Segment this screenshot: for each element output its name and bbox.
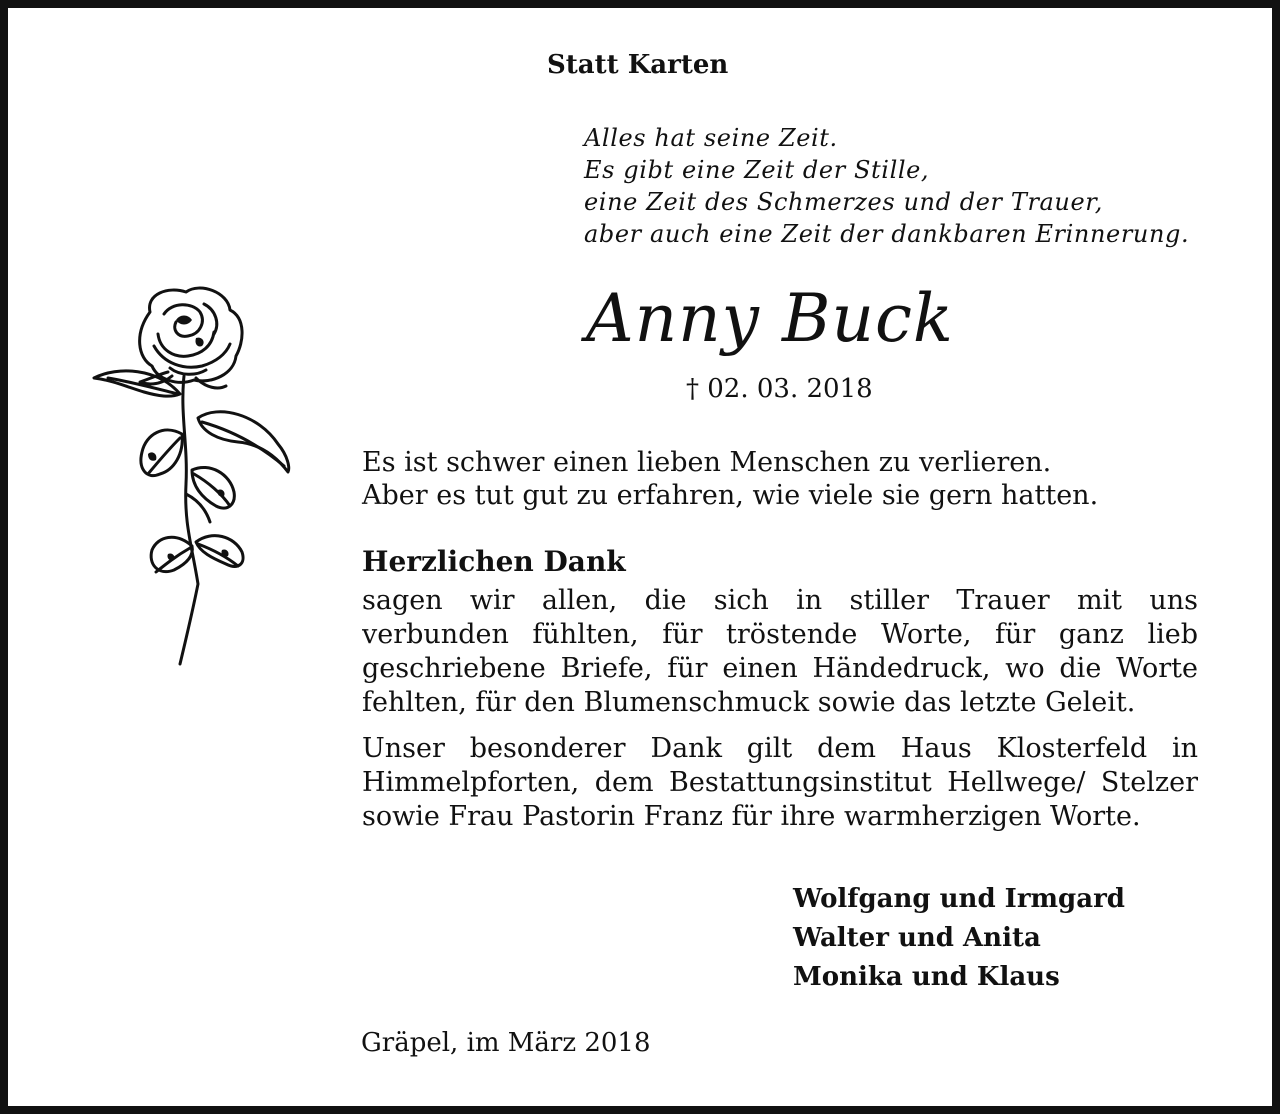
poem bbox=[584, 122, 1189, 250]
place-date: Gräpel, im März 2018 bbox=[361, 1028, 651, 1058]
poem-line: Es gibt eine Zeit der Stille, bbox=[584, 156, 930, 184]
thanks-paragraph bbox=[362, 584, 1198, 720]
rose-icon bbox=[88, 284, 294, 670]
signers bbox=[793, 880, 1125, 997]
thanks-line: geschriebene Briefe, für einen Händedruck, wo die Worte bbox=[362, 653, 1198, 684]
header-statt-karten: Statt Karten bbox=[547, 50, 729, 80]
signer: Walter und Anita bbox=[793, 923, 1041, 953]
thanks-line: verbunden fühlten, für tröstende Worte, für ganz lieb bbox=[362, 619, 1198, 650]
signer: Wolfgang und Irmgard bbox=[793, 884, 1125, 914]
thanks-line: sagen wir allen, die sich in stiller Trauer mit uns bbox=[362, 585, 1198, 616]
poem-line: eine Zeit des Schmerzes und der Trauer, bbox=[584, 188, 1103, 216]
signer: Monika und Klaus bbox=[793, 962, 1060, 992]
special-thanks-line: Unser besonderer Dank gilt dem Haus Klosterfeld in bbox=[362, 733, 1198, 764]
thanks-title: Herzlichen Dank bbox=[362, 545, 626, 578]
intro-text bbox=[362, 446, 1098, 512]
thanks-line: fehlten, für den Blumenschmuck sowie das letzte Geleit. bbox=[362, 687, 1136, 718]
deceased-name: Anny Buck bbox=[586, 280, 954, 357]
special-thanks-line: Himmelpforten, dem Bestattungsinstitut Hellwege/ Stelzer bbox=[362, 767, 1198, 798]
death-date: † 02. 03. 2018 bbox=[686, 374, 873, 404]
poem-line: aber auch eine Zeit der dankbaren Erinnerung. bbox=[584, 220, 1190, 248]
intro-line: Es ist schwer einen lieben Menschen zu verlieren. bbox=[362, 447, 1052, 478]
intro-line: Aber es tut gut zu erfahren, wie viele sie gern hatten. bbox=[362, 480, 1099, 511]
special-thanks-line: sowie Frau Pastorin Franz für ihre warmherzigen Worte. bbox=[362, 801, 1141, 832]
special-thanks-paragraph bbox=[362, 732, 1198, 834]
poem-line: Alles hat seine Zeit. bbox=[584, 124, 838, 152]
